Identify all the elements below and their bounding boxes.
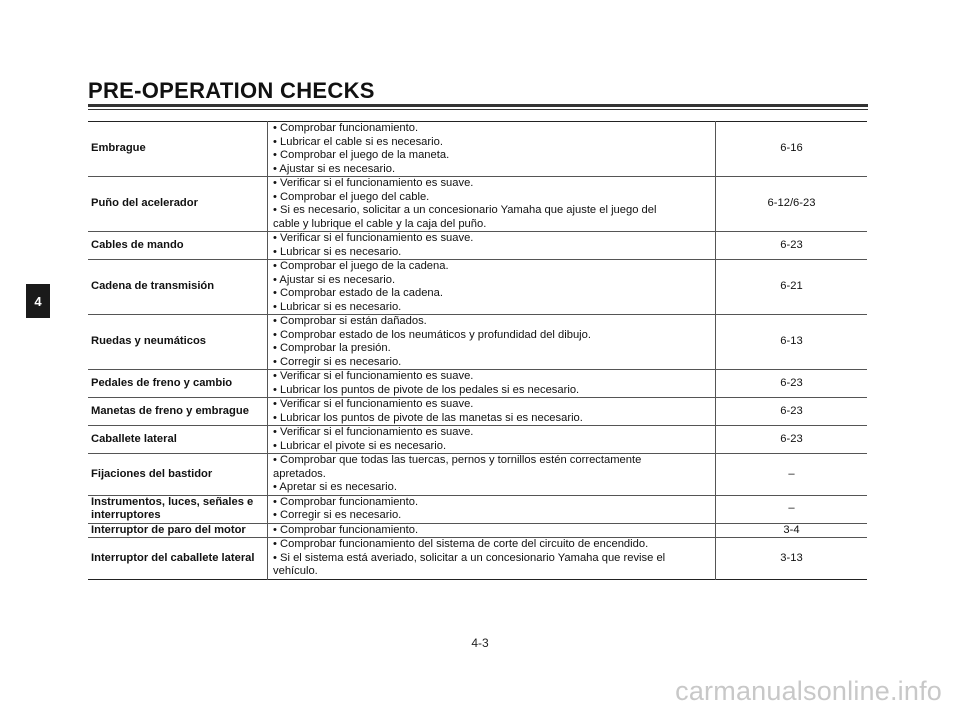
table-row [88, 426, 867, 454]
check-item: Puño del acelerador [91, 197, 198, 210]
table-row [88, 177, 867, 232]
action-line: • Si el sistema está averiado, solicitar a un concesionario Yamaha que revise el [273, 551, 666, 564]
action-line: • Verificar si el funcionamiento es suave. [273, 177, 474, 189]
action-line: • Comprobar estado de los neumáticos y profundidad del dibujo. [273, 328, 591, 341]
action-line: • Corregir si es necesario. [273, 355, 402, 368]
table-row [88, 122, 867, 177]
watermark: carmanualsonline.info [675, 676, 942, 706]
action-line: • Comprobar funcionamiento. [273, 122, 419, 134]
check-item: Manetas de freno y embrague [91, 404, 249, 417]
check-item: Cables de mando [91, 238, 184, 251]
page-reference: 3-13 [780, 551, 803, 564]
action-line: • Verificar si el funcionamiento es suave. [273, 232, 474, 244]
table-row [88, 538, 867, 580]
check-item: Interruptor del caballete lateral [91, 551, 255, 564]
page-reference: 3-4 [783, 523, 800, 536]
action-line: • Comprobar funcionamiento. [273, 523, 419, 536]
table-row [88, 523, 867, 538]
action-line: • Comprobar el juego de la cadena. [273, 260, 449, 272]
action-line: • Ajustar si es necesario. [273, 162, 396, 175]
check-actions [268, 523, 716, 538]
page-title: PRE-OPERATION CHECKS [88, 78, 375, 103]
action-line: • Lubricar el pivote si es necesario. [273, 439, 447, 452]
check-actions [268, 370, 716, 398]
check-actions [268, 454, 716, 496]
page-reference: 6-16 [780, 142, 803, 155]
page-reference: – [788, 467, 795, 480]
table-row [88, 495, 867, 523]
action-line: • Si es necesario, solicitar a un concesionario Yamaha que ajuste el juego del [273, 204, 657, 216]
action-line: • Comprobar si están dañados. [273, 315, 427, 327]
check-item: Ruedas y neumáticos [91, 335, 207, 348]
chapter-tab: 4 [26, 284, 50, 318]
action-line: • Verificar si el funcionamiento es suave. [273, 398, 474, 410]
check-actions [268, 495, 716, 523]
check-item: Pedales de freno y cambio [91, 376, 233, 389]
action-line: • Comprobar funcionamiento del sistema de corte del circuito de encendido. [273, 538, 649, 550]
action-line: • Verificar si el funcionamiento es suave. [273, 426, 474, 438]
title-rule-secondary [88, 109, 868, 110]
check-item: Fijaciones del bastidor [91, 467, 213, 480]
page-reference: 6-23 [780, 238, 803, 251]
pre-operation-checks-table [88, 121, 867, 580]
table-row [88, 370, 867, 398]
check-actions [268, 398, 716, 426]
action-line: • Lubricar los puntos de pivote de los pedales si es necesario. [273, 383, 580, 396]
action-line: • Apretar si es necesario. [273, 481, 397, 493]
action-line: vehículo. [273, 565, 318, 577]
action-line: • Lubricar el cable si es necesario. [273, 135, 443, 148]
title-rule [88, 104, 868, 107]
page-reference: 6-12/6-23 [767, 197, 816, 210]
table-row [88, 260, 867, 315]
page-reference: 6-23 [780, 432, 803, 445]
check-item: Instrumentos, luces, señales e interruptores [91, 495, 254, 521]
action-line: • Verificar si el funcionamiento es suave. [273, 370, 474, 382]
check-actions [268, 538, 716, 580]
action-line: • Comprobar el juego del cable. [273, 190, 430, 203]
action-line: • Lubricar si es necesario. [273, 300, 402, 313]
page-number: 4-3 [471, 636, 489, 650]
action-line: • Comprobar el juego de la maneta. [273, 149, 450, 161]
table-row [88, 454, 867, 496]
page-reference: 6-23 [780, 376, 803, 389]
page-reference: 6-13 [780, 335, 803, 348]
check-actions [268, 315, 716, 370]
check-item: Embrague [91, 142, 146, 155]
page-reference: 6-23 [780, 404, 803, 417]
check-actions [268, 122, 716, 177]
check-actions [268, 232, 716, 260]
table-row [88, 315, 867, 370]
action-line: cable y lubrique el cable y la caja del puño. [273, 217, 487, 230]
action-line: • Lubricar si es necesario. [273, 245, 402, 258]
check-actions [268, 177, 716, 232]
page-reference: 6-21 [780, 280, 803, 293]
page-reference: – [788, 502, 795, 515]
action-line: • Comprobar funcionamiento. [273, 495, 419, 508]
table-row [88, 398, 867, 426]
action-line: apretados. [273, 467, 326, 480]
check-item: Cadena de transmisión [91, 280, 215, 293]
check-actions [268, 426, 716, 454]
action-line: • Comprobar estado de la cadena. [273, 287, 443, 299]
action-line: • Ajustar si es necesario. [273, 273, 396, 286]
action-line: • Comprobar que todas las tuercas, pernos y tornillos estén correctamente [273, 454, 642, 466]
check-item: Caballete lateral [91, 432, 177, 445]
table-row [88, 232, 867, 260]
action-line: • Lubricar los puntos de pivote de las manetas si es necesario. [273, 411, 583, 424]
checks-table-body [88, 122, 867, 580]
action-line: • Comprobar la presión. [273, 342, 391, 354]
check-item: Interruptor de paro del motor [91, 523, 246, 536]
check-actions [268, 260, 716, 315]
action-line: • Corregir si es necesario. [273, 509, 402, 521]
